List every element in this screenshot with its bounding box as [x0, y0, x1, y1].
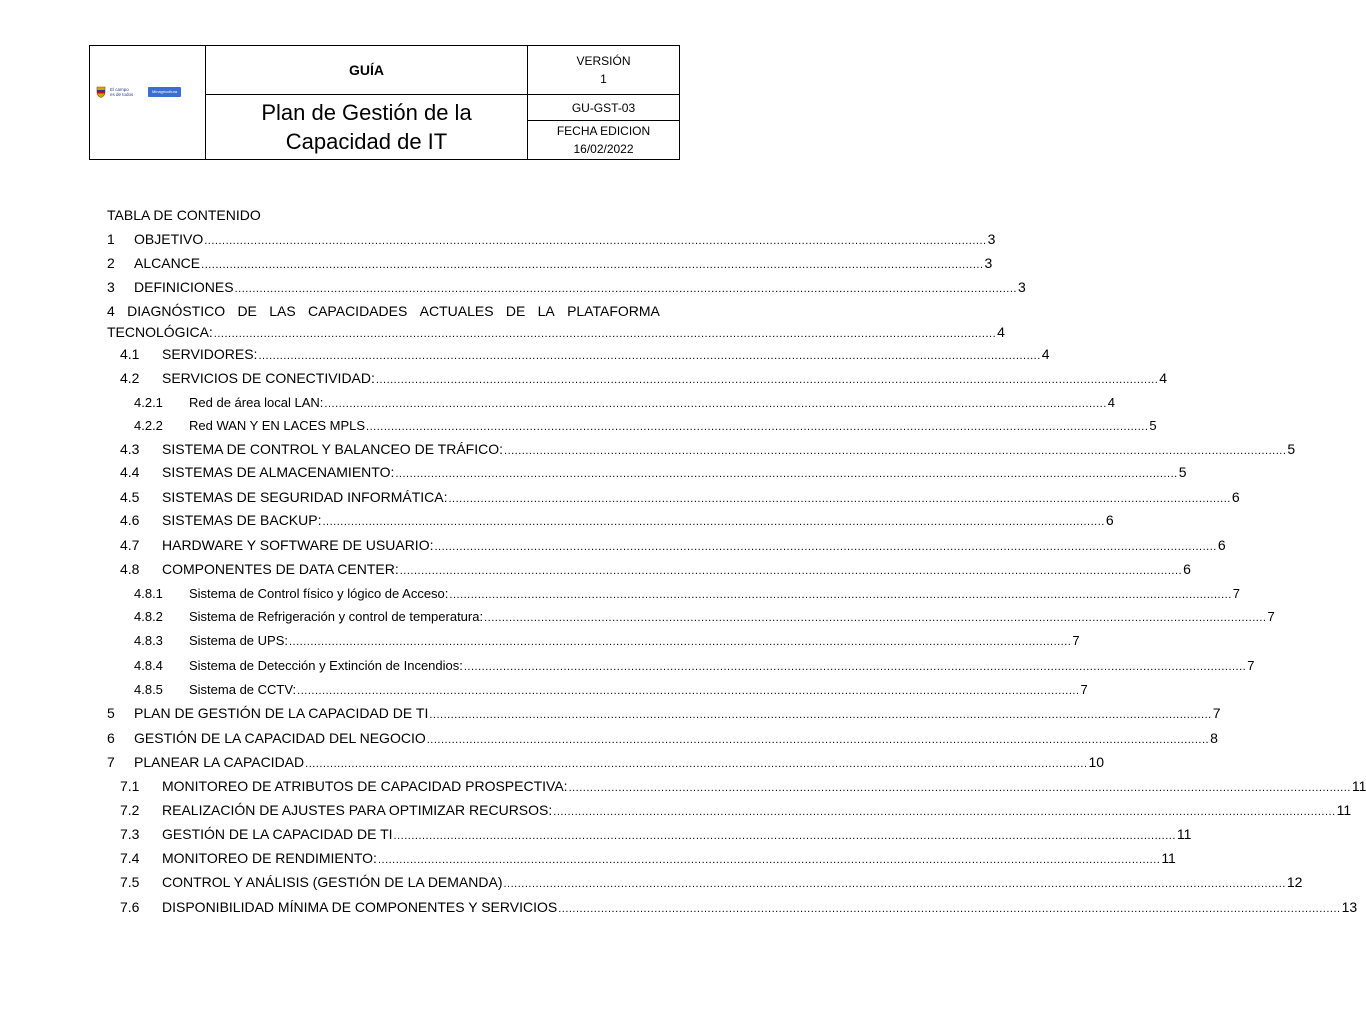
toc-entry[interactable] — [107, 252, 993, 275]
toc-leader: ............................................................................................................................................................................................................................ — [393, 830, 1176, 842]
document-code: GU-GST-03 — [528, 95, 679, 121]
toc-number: 4.8.1 — [134, 586, 163, 601]
version-cell — [528, 46, 679, 95]
toc-leader: ............................................................................................................................................................................................................................ — [366, 421, 1149, 433]
toc-label: Sistema de CCTV: — [189, 682, 297, 697]
toc-page-number: 11 — [1336, 802, 1352, 818]
toc-page-number: 7 — [1080, 682, 1088, 697]
toc-entry[interactable] — [120, 558, 1191, 581]
toc-leader: ............................................................................................................................................................................................................................ — [204, 235, 987, 247]
toc-entry[interactable] — [134, 414, 1157, 437]
toc-page-number: 7 — [1072, 633, 1080, 648]
toc-leader: ............................................................................................................................................................................................................................ — [463, 661, 1247, 673]
toc-label: Sistema de Control físico y lógico de Acceso: — [189, 586, 449, 601]
toc-entry[interactable] — [120, 486, 1240, 509]
toc-number: 4.2.1 — [134, 395, 163, 410]
ministry-logo — [96, 81, 200, 103]
toc-leader: ............................................................................................................................................................................................................................ — [553, 806, 1336, 818]
coat-of-arms-icon — [96, 86, 106, 98]
toc-label: Sistema de UPS: — [189, 633, 288, 648]
toc-page-number: 4 — [1159, 370, 1168, 386]
toc-number: 4.4 — [120, 464, 140, 480]
toc-leader: ............................................................................................................................................................................................................................ — [504, 445, 1287, 457]
toc-entry[interactable] — [134, 605, 1275, 628]
toc-entry[interactable] — [107, 276, 1026, 299]
toc-number: 7.1 — [120, 778, 140, 794]
toc-leader: ............................................................................................................................................................................................................................ — [289, 636, 1072, 648]
toc-number: 4.8.2 — [134, 609, 163, 624]
toc-number: 4.3 — [120, 441, 140, 457]
toc-page-number: 3 — [987, 231, 996, 247]
toc-label: CONTROL Y ANÁLISIS (GESTIÓN DE LA DEMANDA) — [162, 874, 503, 890]
toc-leader: ............................................................................................................................................................................................................................ — [449, 589, 1232, 601]
toc-entry[interactable] — [107, 228, 996, 251]
toc-label: SISTEMAS DE BACKUP: — [162, 512, 322, 528]
toc-leader: ............................................................................................................................................................................................................................ — [234, 283, 1017, 295]
toc-number: 7.4 — [120, 850, 140, 866]
toc-page-number: 4 — [997, 324, 1005, 340]
toc-word: DE — [237, 303, 257, 319]
toc-page-number: 6 — [1217, 537, 1226, 553]
toc-page-number: 8 — [1210, 730, 1218, 746]
toc-leader: ............................................................................................................................................................................................................................ — [375, 374, 1159, 386]
toc-leader: ............................................................................................................................................................................................................................ — [484, 612, 1267, 624]
toc-label: TECNOLÓGICA: — [107, 324, 213, 340]
toc-leader: ............................................................................................................................................................................................................................ — [399, 565, 1183, 577]
toc-entry[interactable] — [120, 799, 1352, 822]
toc-number: 4.8.4 — [134, 658, 163, 673]
toc-word: LAS — [269, 303, 296, 319]
logo-cell — [90, 46, 206, 159]
toc-leader: ............................................................................................................................................................................................................................ — [426, 734, 1210, 746]
toc-page-number: 4 — [1041, 346, 1050, 362]
toc-page-number: 12 — [1286, 874, 1303, 890]
toc-heading: TABLA DE CONTENIDO — [107, 207, 261, 223]
toc-number: 7.5 — [120, 874, 140, 890]
toc-entry[interactable] — [120, 461, 1187, 484]
toc-label: Sistema de Detección y Extinción de Incendios: — [189, 658, 463, 673]
toc-entry[interactable] — [134, 654, 1255, 677]
toc-label: MONITOREO DE RENDIMIENTO: — [162, 850, 377, 866]
toc-label: Sistema de Refrigeración y control de temperatura: — [189, 609, 484, 624]
toc-label: GESTIÓN DE LA CAPACIDAD DE TI — [162, 826, 393, 842]
toc-number: 6 — [107, 730, 115, 746]
toc-page-number: 5 — [1287, 441, 1296, 457]
toc-leader: ............................................................................................................................................................................................................................ — [297, 685, 1080, 697]
toc-leader: ............................................................................................................................................................................................................................ — [305, 758, 1088, 770]
toc-page-number: 7 — [1247, 658, 1255, 673]
toc-word: DIAGNÓSTICO — [127, 303, 226, 319]
toc-number: 1 — [107, 231, 115, 247]
toc-number: 7.2 — [120, 802, 140, 818]
toc-entry[interactable] — [134, 678, 1088, 701]
version-label: VERSIÓN — [576, 54, 631, 68]
toc-word: PLATAFORMA — [567, 303, 660, 319]
toc-label: OBJETIVO — [134, 231, 204, 247]
version-value: 1 — [600, 72, 607, 86]
toc-page-number: 7 — [1232, 586, 1240, 601]
toc-label: SISTEMA DE CONTROL Y BALANCEO DE TRÁFICO: — [162, 441, 504, 457]
toc-label: DISPONIBILIDAD MÍNIMA DE COMPONENTES Y SERVICIOS — [162, 899, 558, 915]
toc-label: Red de área local LAN: — [189, 395, 324, 410]
toc-word: LA — [537, 303, 555, 319]
toc-word: ACTUALES — [419, 303, 494, 319]
toc-entry[interactable] — [134, 582, 1240, 605]
toc-entry[interactable] — [107, 702, 1221, 725]
toc-number: 7.6 — [120, 899, 140, 915]
toc-entry[interactable] — [120, 896, 1358, 919]
toc-leader: ............................................................................................................................................................................................................................ — [201, 259, 984, 271]
toc-number: 4.5 — [120, 489, 140, 505]
toc-entry[interactable] — [120, 509, 1114, 532]
date-label: FECHA EDICION — [556, 124, 651, 138]
toc-number: 4.8 — [120, 561, 140, 577]
toc-page-number: 7 — [1267, 609, 1275, 624]
toc-leader: ............................................................................................................................................................................................................................ — [503, 878, 1286, 890]
toc-leader: ............................................................................................................................................................................................................................ — [377, 854, 1161, 866]
toc-label: SERVICIOS DE CONECTIVIDAD: — [162, 370, 375, 386]
toc-label: SISTEMAS DE ALMACENAMIENTO: — [162, 464, 395, 480]
toc-entry[interactable] — [107, 321, 1005, 344]
date-cell — [528, 121, 679, 159]
toc-number: 5 — [107, 705, 115, 721]
toc-number: 4.8.3 — [134, 633, 163, 648]
toc-label: DEFINICIONES — [134, 279, 234, 295]
date-value: 16/02/2022 — [573, 142, 634, 156]
toc-label: SISTEMAS DE SEGURIDAD INFORMÁTICA: — [162, 489, 448, 505]
toc-page-number: 6 — [1183, 561, 1191, 577]
toc-page-number: 11 — [1161, 850, 1176, 866]
toc-leader: ............................................................................................................................................................................................................................ — [324, 398, 1107, 410]
toc-page-number: 6 — [1231, 489, 1240, 505]
logo-ministry-label: Minagricultura — [148, 87, 181, 97]
toc-page-number: 13 — [1341, 899, 1358, 915]
toc-label: Red WAN Y EN LACES MPLS — [189, 418, 366, 433]
toc-leader: ............................................................................................................................................................................................................................ — [258, 350, 1041, 362]
toc-page-number: 5 — [1149, 418, 1157, 433]
toc-number: 4.1 — [120, 346, 140, 362]
toc-entry[interactable] — [134, 629, 1080, 652]
toc-label: REALIZACIÓN DE AJUSTES PARA OPTIMIZAR RECURSOS: — [162, 802, 553, 818]
toc-number: 7.3 — [120, 826, 140, 842]
toc-entry[interactable] — [120, 847, 1176, 870]
toc-number: 4.2 — [120, 370, 140, 386]
toc-label: PLAN DE GESTIÓN DE LA CAPACIDAD DE TI — [134, 705, 429, 721]
toc-label: MONITOREO DE ATRIBUTOS DE CAPACIDAD PROSPECTIVA: — [162, 778, 568, 794]
toc-leader: ............................................................................................................................................................................................................................ — [558, 903, 1341, 915]
toc-label: GESTIÓN DE LA CAPACIDAD DEL NEGOCIO — [134, 730, 426, 746]
toc-label: COMPONENTES DE DATA CENTER: — [162, 561, 399, 577]
toc-page-number: 3 — [1017, 279, 1026, 295]
toc-page-number: 6 — [1105, 512, 1114, 528]
document-header — [89, 45, 680, 160]
toc-leader: ............................................................................................................................................................................................................................ — [213, 328, 997, 340]
toc-label: SERVIDORES: — [162, 346, 258, 362]
toc-number: 7 — [107, 754, 115, 770]
toc-entry[interactable] — [120, 775, 1366, 798]
toc-number: 4.7 — [120, 537, 140, 553]
toc-entry[interactable] — [134, 391, 1116, 414]
toc-page-number: 5 — [1178, 464, 1187, 480]
toc-page-number: 11 — [1351, 778, 1366, 794]
toc-page-number: 7 — [1212, 705, 1221, 721]
toc-number: 4.8.5 — [134, 682, 163, 697]
toc-entry[interactable] — [107, 727, 1218, 750]
toc-entry[interactable] — [120, 871, 1303, 894]
toc-page-number: 10 — [1088, 754, 1105, 770]
toc-number: 2 — [107, 255, 115, 271]
toc-number: 4.2.2 — [134, 418, 163, 433]
toc-entry[interactable] — [120, 438, 1296, 461]
title-line-1: Plan de Gestión de la — [261, 100, 472, 125]
toc-leader: ............................................................................................................................................................................................................................ — [429, 709, 1212, 721]
logo-line-1: El campo — [110, 87, 129, 92]
toc-leader: ............................................................................................................................................................................................................................ — [395, 468, 1178, 480]
toc-leader: ............................................................................................................................................................................................................................ — [434, 541, 1217, 553]
toc-entry[interactable] — [120, 534, 1226, 557]
logo-slogan — [110, 87, 144, 97]
toc-label: ALCANCE — [134, 255, 201, 271]
doc-type: GUÍA — [206, 46, 528, 95]
toc-page-number: 3 — [984, 255, 993, 271]
toc-word: DE — [505, 303, 526, 319]
toc-label: HARDWARE Y SOFTWARE DE USUARIO: — [162, 537, 434, 553]
toc-leader: ............................................................................................................................................................................................................................ — [568, 782, 1351, 794]
toc-number: 4.6 — [120, 512, 140, 528]
toc-entry[interactable] — [107, 751, 1105, 774]
toc-number: 4 — [107, 303, 115, 319]
toc-label: PLANEAR LA CAPACIDAD — [134, 754, 305, 770]
toc-entry-line[interactable] — [107, 300, 660, 323]
toc-word: CAPACIDADES — [307, 303, 408, 319]
toc-leader: ............................................................................................................................................................................................................................ — [322, 516, 1105, 528]
toc-entry[interactable] — [120, 343, 1050, 366]
toc-page-number: 4 — [1107, 395, 1116, 410]
toc-number: 3 — [107, 279, 115, 295]
document-title — [206, 95, 528, 159]
toc-page-number: 11 — [1176, 826, 1192, 842]
title-line-2: Capacidad de IT — [285, 129, 448, 154]
toc-entry[interactable] — [120, 367, 1168, 390]
logo-line-2: es de todos — [110, 92, 134, 97]
toc-leader: ............................................................................................................................................................................................................................ — [448, 493, 1231, 505]
toc-entry[interactable] — [120, 823, 1192, 846]
